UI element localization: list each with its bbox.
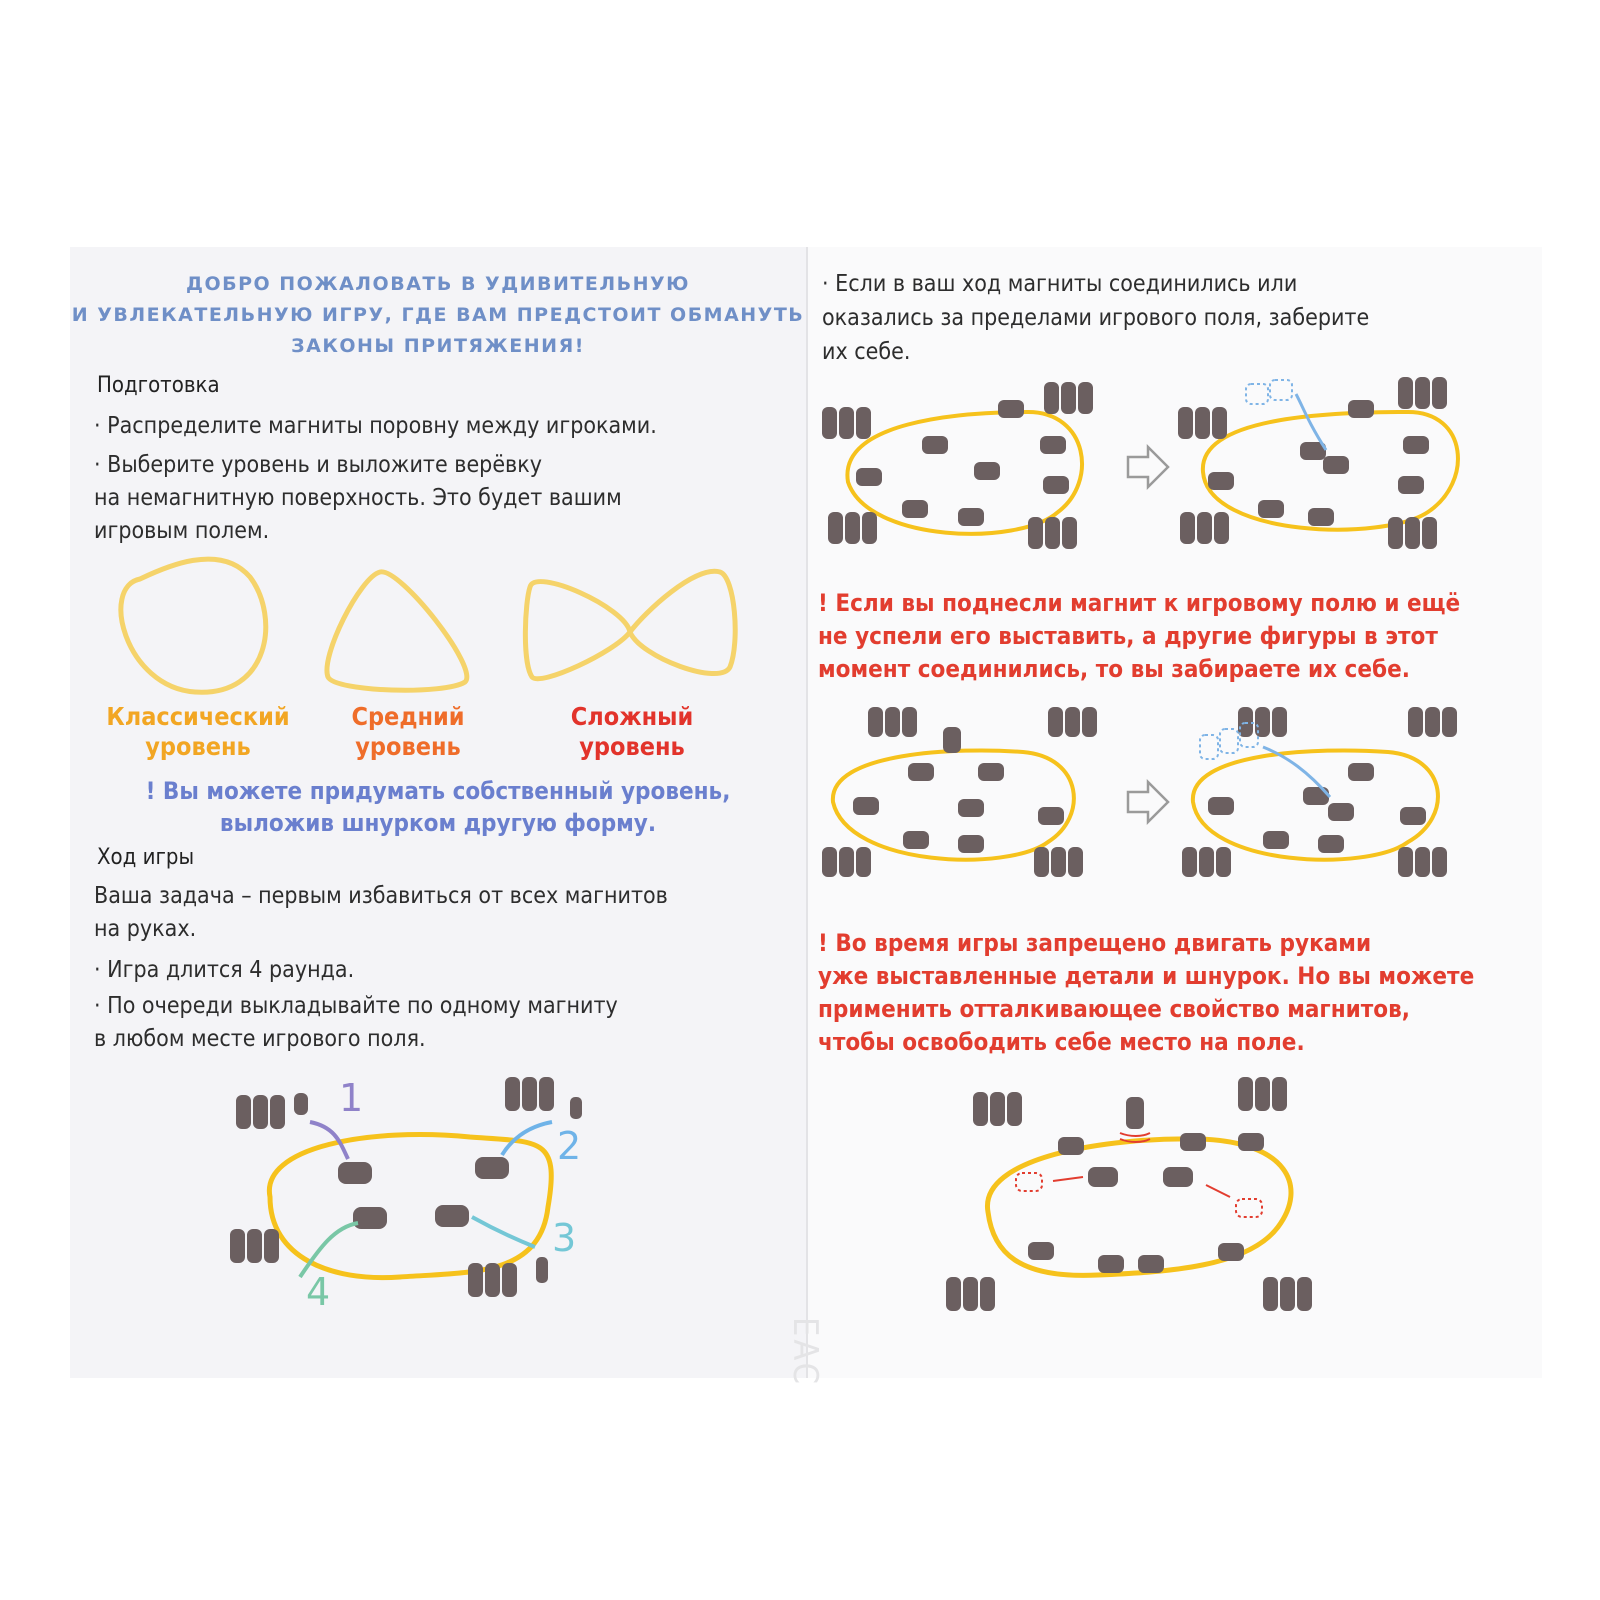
red-note-1-line-1: ! Если вы поднесли магнит к игровому полю и ещё: [818, 589, 1461, 617]
step-1-label: 1: [339, 1076, 364, 1120]
right-top-line-2: оказались за пределами игрового поля, заберите: [822, 305, 1370, 331]
step-4-label: 4: [306, 1270, 331, 1314]
hand-magnet-diagram: [808, 707, 1542, 907]
custom-level-note-1: ! Вы можете придумать собственный уровень,: [145, 777, 731, 805]
level-shapes: [70, 247, 806, 707]
level-classic-line1: Классический: [106, 702, 290, 731]
play-line-4: · По очереди выкладывайте по одному магниту: [94, 993, 618, 1019]
prep-line-4: игровым полем.: [94, 518, 270, 544]
play-heading: Ход игры: [97, 845, 195, 870]
step-2-label: 2: [557, 1124, 582, 1168]
play-line-5: в любом месте игрового поля.: [94, 1026, 426, 1052]
rope-triangle: [327, 572, 467, 690]
joined-magnets-diagram: [808, 372, 1542, 572]
red-note-2-line-4: чтобы освободить себе место на поле.: [818, 1028, 1305, 1056]
play-line-2: на руках.: [94, 916, 197, 942]
red-note-1-line-2: не успели его выставить, а другие фигуры в этот: [818, 622, 1438, 650]
level-hard: [532, 702, 732, 762]
repel-diagram: [808, 1067, 1542, 1367]
prep-heading: Подготовка: [97, 373, 220, 398]
level-hard-line2: уровень: [579, 732, 685, 761]
placement-diagram: [70, 1067, 806, 1367]
right-top-line-3: их себе.: [822, 339, 911, 365]
prep-line-3: на немагнитную поверхность. Это будет вашим: [94, 485, 622, 511]
red-note-2-line-2: уже выставленные детали и шнурок. Но вы можете: [818, 962, 1475, 990]
rope-circle: [121, 559, 266, 692]
prep-line-1: · Распределите магниты поровну между игроками.: [94, 413, 657, 439]
level-medium-line2: уровень: [355, 732, 461, 761]
red-note-2-line-1: ! Во время игры запрещено двигать руками: [818, 929, 1372, 957]
level-classic: [98, 702, 298, 762]
left-page: [70, 247, 806, 1378]
rope-field: [269, 1135, 551, 1278]
level-classic-line2: уровень: [145, 732, 251, 761]
step-3-label: 3: [552, 1216, 577, 1260]
play-line-3: · Игра длится 4 раунда.: [94, 957, 355, 983]
level-hard-line1: Сложный: [570, 702, 694, 731]
right-top-line-1: · Если в ваш ход магниты соединились или: [822, 271, 1298, 297]
play-line-1: Ваша задача – первым избавиться от всех магнитов: [94, 883, 668, 909]
red-note-2-line-3: применить отталкивающее свойство магнитов,: [818, 995, 1410, 1023]
red-note-1-line-3: момент соединились, то вы забираете их себе.: [818, 655, 1410, 683]
level-medium: [318, 702, 498, 762]
intro-line-1: ДОБРО ПОЖАЛОВАТЬ В УДИВИТЕЛЬНУЮ: [186, 273, 690, 295]
prep-line-2: · Выберите уровень и выложите верёвку: [94, 452, 542, 478]
level-medium-line1: Средний: [351, 702, 465, 731]
eac-mark: EAC: [785, 1317, 825, 1388]
intro-line-3: ЗАКОНЫ ПРИТЯЖЕНИЯ!: [291, 335, 585, 357]
intro-line-2: И УВЛЕКАТЕЛЬНУЮ ИГРУ, ГДЕ ВАМ ПРЕДСТОИТ ОБМАНУТЬ: [71, 304, 805, 326]
right-page: [785, 247, 1542, 1388]
rope-figure-eight: [525, 571, 735, 678]
custom-level-note-2: выложив шнурком другую форму.: [219, 809, 657, 837]
